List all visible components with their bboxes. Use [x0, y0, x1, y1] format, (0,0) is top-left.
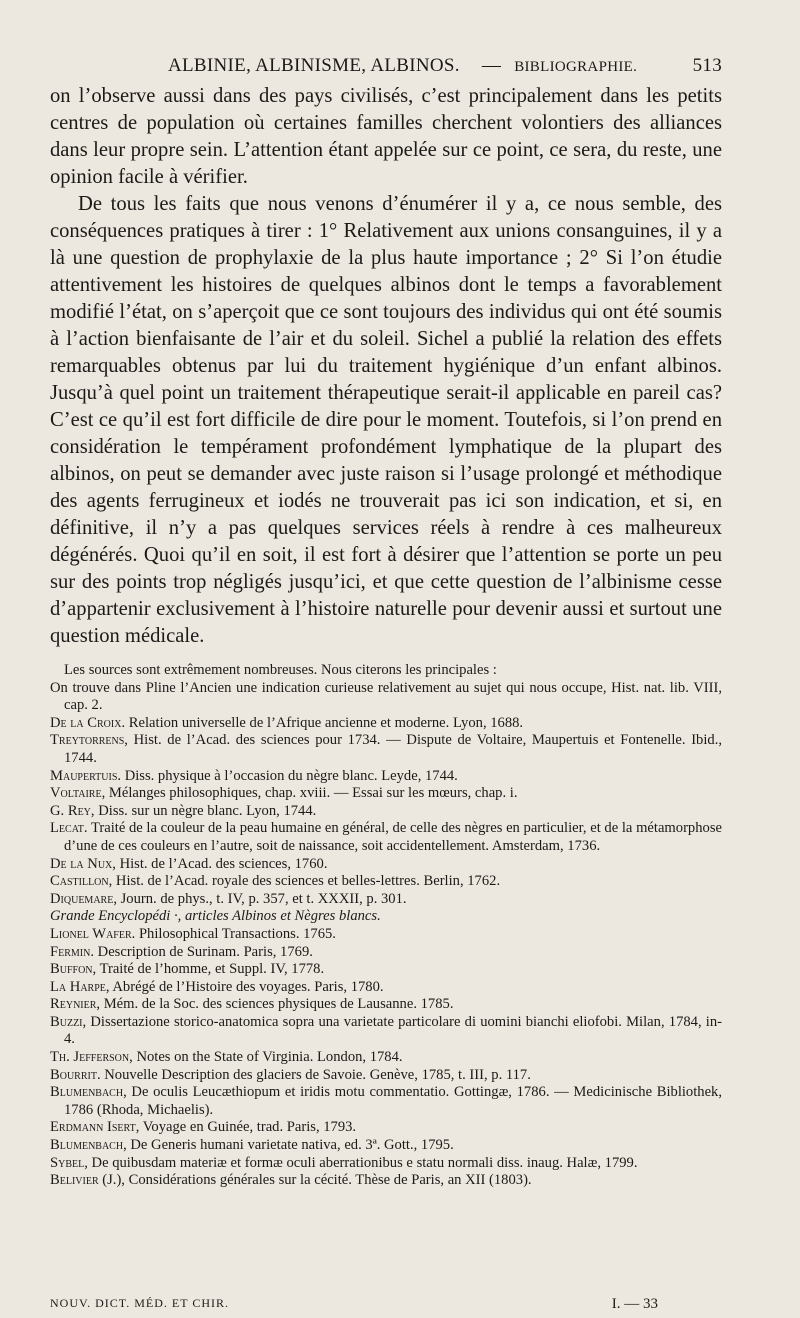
reference-text: Hist. de l’Acad. des sciences pour 1734. — Dispute de Voltaire, Maupertuis et Fontenelle. Ibid., 1744.: [64, 732, 723, 766]
reference-author: Fermin.: [50, 943, 94, 960]
page-footer: [50, 1296, 658, 1313]
reference-text: Philosophical Transactions. 1765.: [138, 925, 336, 942]
reference-text: De oculis Leucæthiopum et iridis motu commentatio. Gottingæ, 1786. — Medicinische Bibliothek, 1786 (Rhoda, Michaelis).: [64, 1084, 722, 1118]
reference-text: Description de Surinam. Paris, 1769.: [97, 943, 313, 960]
reference-entry: [50, 873, 722, 891]
reference-author: Treytorrens,: [50, 732, 128, 749]
reference-text: Hist. de l’Acad. des sciences, 1760.: [119, 855, 328, 872]
reference-text: Traité de l’homme, et Suppl. IV, 1778.: [99, 961, 325, 978]
reference-entry: [50, 1084, 722, 1119]
reference-text: Diss. sur un nègre blanc. Lyon, 1744.: [98, 802, 317, 819]
reference-text: Considérations générales sur la cécité. Thèse de Paris, an XII (1803).: [128, 1172, 532, 1189]
paragraph: on l’observe aussi dans des pays civilisés, c’est principalement dans les petits centres de population où certaines familles cherchent volontiers des alliances dans leur propre sein. L’attention étant appelée sur ce point, ce sera, du reste, une opinion facile à vérifier.: [50, 85, 722, 188]
reference-entry: [50, 1137, 722, 1155]
reference-list: [50, 715, 722, 1190]
reference-author: Bourrit.: [50, 1066, 101, 1083]
reference-entry: [50, 1155, 722, 1173]
reference-author: Belivier (J.),: [50, 1172, 125, 1189]
paragraph: De tous les faits que nous venons d’énumérer il y a, ce nous semble, des conséquences pratiques à tirer : 1° Relativement aux unions consanguines, il y a là une question de prophylaxie de la plus haute importance ; 2° Si l’on étudie attentivement les histoires de quelques albinos dont le temps a favorablement modifié l’état, on s’aperçoit que ce sont toujours des individus qui ont été soumis à l’action bienfaisante de l’air et du soleil. Sichel a publié la relation des effets remarquables obtenus par lui du traitement hygiénique d’un enfant albinos. Jusqu’à quel point un traitement thérapeutique serait-il applicable en pareil cas? C’est ce qu’il est fort difficile de dire pour le moment. Toutefois, si l’on prend en considération le tempérament profondément lymphatique de la plupart des albinos, on peut se demander avec juste raison si l’usage prolongé et méthodique des agents ferrugineux et iodés ne trouverait pas ici son indication, et si, en définitive, il n’y a pas quelques services réels à rendre à ces malheureux dégénérés. Quoi qu’il en soit, il est fort à désirer que l’attention se porte un peu sur des points trop négligés jusqu’ici, et que cette question de l’albinisme cesse d’appartenir exclusivement à l’histoire naturelle pour devenir aussi et surtout une question médicale.: [50, 193, 722, 647]
reference-entry: [50, 785, 722, 803]
header-separator: —: [481, 55, 502, 76]
reference-entry: [50, 996, 722, 1014]
page-number: 513: [692, 55, 722, 76]
reference-author: Blumenbach,: [50, 1084, 127, 1101]
page: [50, 55, 722, 1190]
reference-text: Diss. physique à l’occasion du nègre blanc. Leyde, 1744.: [124, 767, 458, 784]
reference-entry: [50, 1172, 722, 1190]
footer-volume-signature: I. — 33: [611, 1296, 658, 1312]
reference-author: G. Rey,: [50, 802, 95, 819]
reference-entry: [50, 768, 722, 786]
header-title: ALBINIE, ALBINISME, ALBINOS.: [168, 55, 460, 76]
reference-text: Voyage en Guinée, trad. Paris, 1793.: [142, 1119, 357, 1136]
reference-entry: [50, 944, 722, 962]
reference-text: Mém. de la Soc. des sciences physiques de Lausanne. 1785.: [103, 996, 454, 1013]
reference-author: De la Croix.: [50, 714, 126, 731]
header-section-group: [474, 55, 637, 77]
reference-author: Maupertuis.: [50, 767, 122, 784]
reference-author: De la Nux,: [50, 855, 116, 872]
reference-entry: [50, 891, 722, 909]
reference-text: Abrégé de l’Histoire des voyages. Paris, 1780.: [112, 978, 384, 995]
bibliography: [50, 662, 722, 1190]
reference-author: Lecat.: [50, 820, 88, 837]
reference-entry: [50, 1119, 722, 1137]
reference-entry: [50, 1014, 722, 1049]
header-right-group: [474, 55, 722, 77]
reference-entry: [50, 803, 722, 821]
reference-entry: [50, 856, 722, 874]
reference-author: Reynier,: [50, 996, 101, 1013]
header-section: BIBLIOGRAPHIE.: [514, 59, 638, 75]
reference-text: Notes on the State of Virginia. London, 1784.: [136, 1049, 403, 1066]
reference-author: Buffon,: [50, 961, 97, 978]
reference-entry: [50, 979, 722, 997]
reference-entry: [50, 1067, 722, 1085]
reference-author: Lionel Wafer.: [50, 925, 136, 942]
main-text: [50, 83, 722, 650]
bibliography-intro: Les sources sont extrêmement nombreuses. Nous citerons les principales :: [64, 662, 497, 678]
reference-text: Grande Encyclopédi ·, articles Albinos et Nègres blancs.: [50, 908, 381, 925]
reference-entry: [50, 732, 722, 767]
reference-text: De Generis humani varietate nativa, ed. 3ª. Gott., 1795.: [130, 1137, 454, 1154]
reference-author: Sybel,: [50, 1154, 88, 1171]
reference-text: Dissertazione storico-anatomica sopra una varietate particolare di uomini bianchi eliofobi. Milan, 1784, in-4.: [64, 1013, 722, 1048]
reference-text: Relation universelle de l’Afrique ancienne et moderne. Lyon, 1688.: [128, 714, 524, 731]
reference-author: Diquemare,: [50, 890, 117, 907]
reference-text: Mélanges philosophiques, chap. xviii. — Essai sur les mœurs, chap. i.: [108, 785, 518, 802]
reference-author: Castillon,: [50, 873, 113, 890]
reference-author: Buzzi,: [50, 1013, 87, 1030]
reference-text: De quibusdam materiæ et formæ oculi aberrationibus e statu normali diss. inaug. Halæ, 1799.: [91, 1154, 638, 1171]
bibliography-note-pline: On trouve dans Pline l’Ancien une indication curieuse relativement au sujet qui nous occupe, Hist. nat. lib. VIII, cap. 2.: [50, 679, 722, 714]
reference-author: Th. Jefferson,: [50, 1049, 133, 1066]
reference-text: Journ. de phys., t. IV, p. 357, et t. XXXII, p. 301.: [120, 890, 407, 907]
footer-publication: NOUV. DICT. MÉD. ET CHIR.: [50, 1296, 230, 1310]
reference-text: Hist. de l’Acad. royale des sciences et belles-lettres. Berlin, 1762.: [115, 873, 501, 890]
reference-author: La Harpe,: [50, 978, 110, 995]
reference-text: Nouvelle Description des glaciers de Savoie. Genève, 1785, t. III, p. 117.: [104, 1066, 531, 1083]
reference-entry: [50, 926, 722, 944]
running-header: [50, 55, 722, 77]
reference-entry: [50, 715, 722, 733]
reference-author: Blumenbach,: [50, 1137, 127, 1154]
reference-text: Traité de la couleur de la peau humaine en général, de celle des nègres en particulier, et de la métamorphose d’une de ces couleurs en l’autre, soit de naissance, soit accidentellement. Amsterdam, 1736.: [64, 820, 722, 854]
reference-author: Erdmann Isert,: [50, 1119, 140, 1136]
reference-entry: [50, 1049, 722, 1067]
reference-author: Voltaire,: [50, 785, 106, 802]
reference-entry: [50, 908, 722, 926]
reference-entry: [50, 820, 722, 855]
reference-entry: [50, 961, 722, 979]
